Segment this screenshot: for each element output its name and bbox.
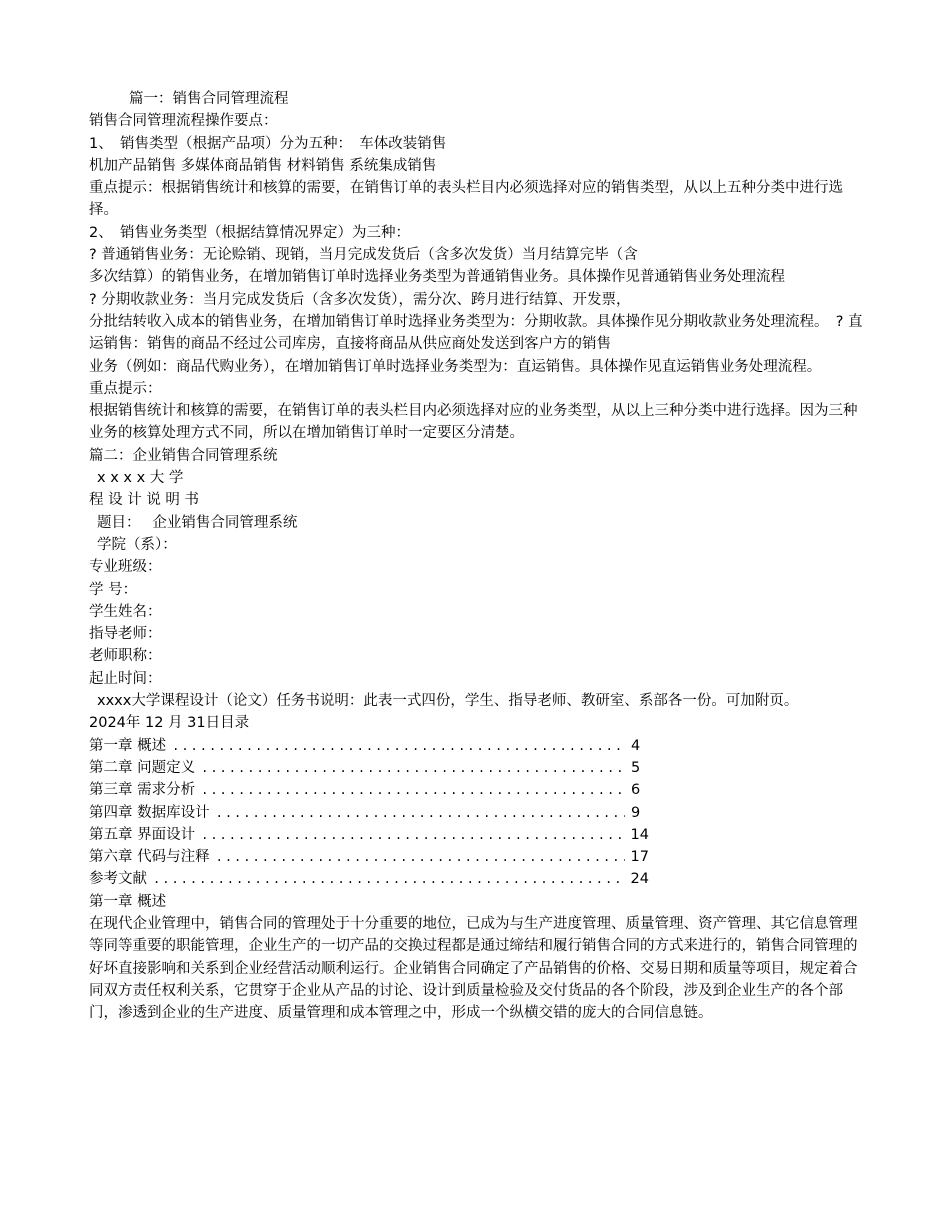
document-page	[89, 88, 864, 1024]
teacher-rank-field: 老师职称：	[89, 648, 162, 665]
toc-page: 6	[631, 782, 641, 799]
toc-leader	[216, 846, 625, 868]
paragraph-line: 1、 销售类型（根据产品项）分为五种： 车体改装销售	[89, 135, 447, 152]
toc-leader	[201, 757, 625, 779]
paragraph-line: 2、 销售业务类型（根据结算情况界定）为三种：	[89, 224, 410, 241]
toc-entry[interactable]	[89, 779, 649, 801]
university-name: x x x x 大 学	[97, 470, 184, 487]
toc-entry[interactable]	[89, 757, 649, 779]
toc-leader	[201, 824, 624, 846]
paragraph: 业务（例如：商品代购业务），在增加销售订单时选择业务类型为：直运销售。具体操作见直运销售业务处理流程。	[89, 358, 822, 375]
toc-title: 第六章 代码与注释	[89, 849, 210, 866]
paragraph-line: 销售合同管理流程操作要点：	[89, 113, 278, 130]
toc-title: 第四章 数据库设计	[89, 804, 210, 821]
paragraph-line: 机加产品销售 多媒体商品销售 材料销售 系统集成销售	[89, 157, 437, 174]
toc-entry[interactable]	[89, 824, 649, 846]
toc-title: 第三章 需求分析	[89, 782, 196, 799]
student-number-field: 学 号：	[89, 581, 138, 598]
toc-page: 4	[631, 737, 641, 754]
section-title-2: 篇二：企业销售合同管理系统	[89, 447, 278, 464]
date-line: 2024年 12 月 31日目录	[89, 715, 250, 732]
period-field: 起止时间：	[89, 670, 162, 687]
paragraph: 分批结转收入成本的销售业务，在增加销售订单时选择业务类型为：分期收款。具体操作见分期收款业务处理流程。 ? 直运销售：销售的商品不经过公司库房，直接将商品从供应商处发送到客户方的销售	[89, 313, 863, 353]
toc-entry[interactable]	[89, 868, 649, 890]
toc-leader	[172, 735, 625, 757]
task-note: xxxx大学课程设计（论文）任务书说明：此表一式四份，学生、指导老师、教研室、系部各一份。可加附页。	[97, 693, 799, 710]
teacher-field: 指导老师：	[89, 626, 162, 643]
chapter-body: 在现代企业管理中，销售合同的管理处于十分重要的地位，已成为与生产进度管理、质量管理、资产管理、其它信息管理等同等重要的职能管理，企业生产的一切产品的交换过程都是通过缔结和履行销售合同的方式来进行的，销售合同管理的好坏直接影响和关系到企业经营活动顺利运行。企业销售合同确定了产品销售的价格、交易日期和质量等项目，规定着合同双方责任权利关系，它贯穿于企业从产品的讨论、设计到质量检验及交付货品的各个阶段，涉及到企业生产的各个部门，渗透到企业的生产进度、质量管理和成本管理之中，形成一个纵横交错的庞大的合同信息链。	[89, 915, 858, 1022]
toc-leader	[216, 802, 625, 824]
paragraph-line: ? 普通销售业务：无论赊销、现销，当月完成发货后（含多次发货）当月结算完毕（含	[89, 247, 638, 264]
toc-page: 17	[630, 849, 649, 866]
table-of-contents	[89, 735, 864, 891]
section-title-1: 篇一：销售合同管理流程	[129, 91, 289, 107]
toc-entry[interactable]	[89, 802, 649, 824]
toc-leader	[201, 779, 625, 801]
toc-leader	[153, 868, 625, 890]
paragraph: 重点提示：根据销售统计和核算的需要，在销售订单的表头栏目内必须选择对应的销售类型，从以上五种分类中进行选择。	[89, 180, 843, 219]
toc-page: 14	[630, 826, 649, 843]
paragraph: 多次结算）的销售业务，在增加销售订单时选择业务类型为普通销售业务。具体操作见普通销售业务处理流程	[89, 269, 785, 286]
chapter-heading: 第一章 概述	[89, 893, 167, 910]
student-name-field: 学生姓名：	[89, 603, 162, 620]
major-field: 专业班级：	[89, 559, 162, 576]
toc-title: 第五章 界面设计	[89, 826, 196, 843]
toc-title: 第二章 问题定义	[89, 759, 196, 776]
college-field: 学院（系）：	[97, 536, 177, 553]
toc-title: 第一章 概述	[89, 737, 167, 754]
toc-entry[interactable]	[89, 846, 649, 868]
toc-title: 参考文献	[89, 871, 147, 888]
toc-page: 24	[630, 871, 649, 888]
paragraph: 根据销售统计和核算的需要，在销售订单的表头栏目内必须选择对应的业务类型，从以上三种分类中进行选择。因为三种业务的核算处理方式不同，所以在增加销售订单时一定要区分清楚。	[89, 403, 858, 442]
topic-field: 题目： 企业销售合同管理系统	[97, 514, 298, 531]
course-design-title: 程 设 计 说 明 书	[89, 492, 200, 509]
paragraph-line: 重点提示：	[89, 380, 162, 397]
toc-entry[interactable]	[89, 735, 649, 757]
toc-page: 5	[631, 759, 641, 776]
toc-page: 9	[631, 804, 641, 821]
paragraph-line: ? 分期收款业务：当月完成发货后（含多次发货），需分次、跨月进行结算、开发票，	[89, 291, 631, 308]
